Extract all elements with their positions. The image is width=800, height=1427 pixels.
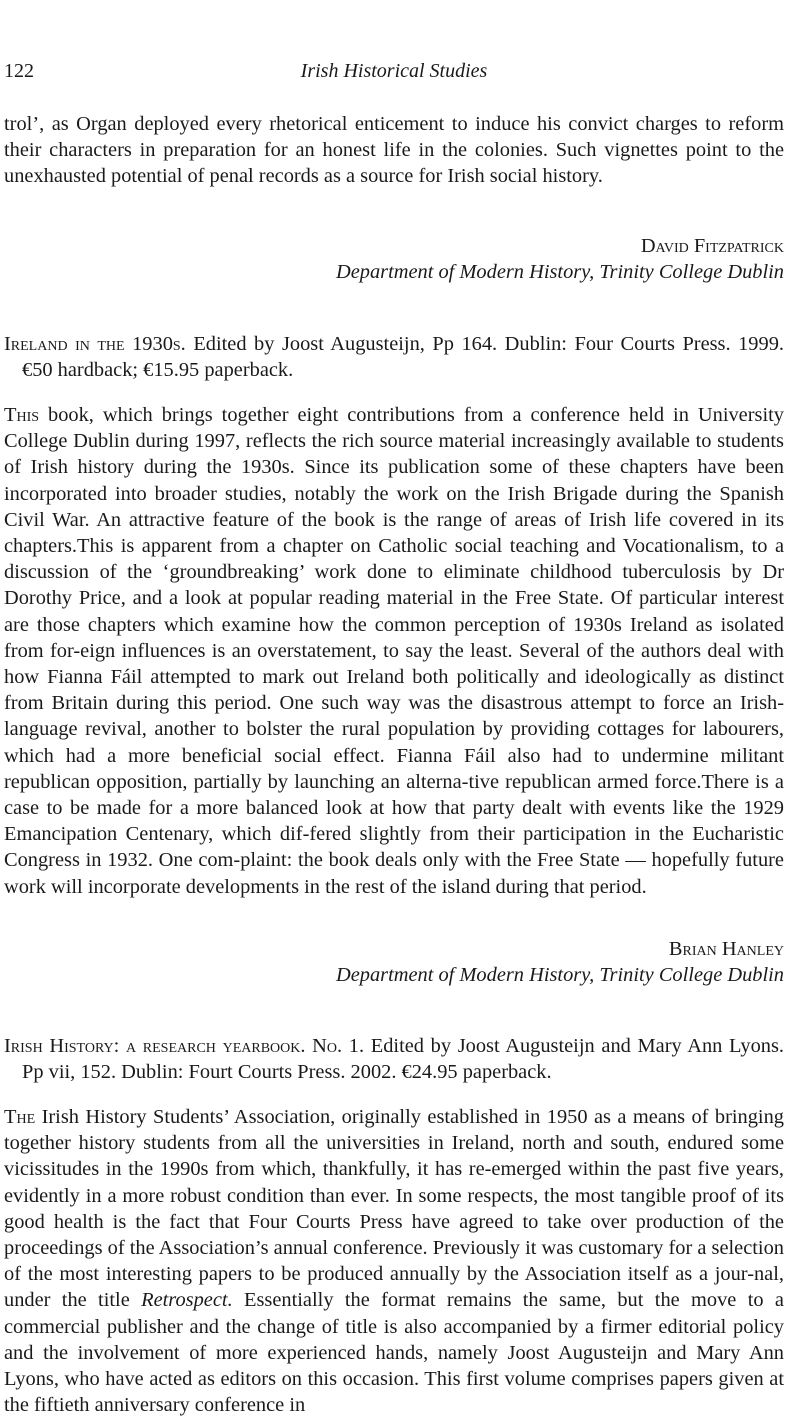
review3-body [4,1104,784,1418]
retrospect-title: Retrospect. [141,1289,233,1312]
review3-lead-word: The [4,1106,36,1128]
review2-body [4,402,784,900]
review2-body-text: book, which brings together eight contributions from a conference held in University College Dublin during 1997, reflects the rich source material increasingly available to students of Irish history during the 1930s. Since its publication some of these chapters have been incorporated into broader studies, notably the work on the Irish Brigade during the Spanish Civil War. An attractive feature of the book is the range of areas of Irish life covered in its chapters.This is apparent from a chapter on Catholic social teaching and Vocationalism, to a discussion of the ‘groundbreaking’ work done to eliminate childhood tuberculosis by Dr Dorothy Price, and a look at popular reading material in the Free State. Of particular interest are those chapters which examine how the common perception of 1930s Ireland as isolated from for-eign influences is an overstatement, to say the least. Several of the authors deal with how Fianna Fáil attempted to mark out Ireland both politically and ideologically as distinct from Britain during this period. One such way was the disastrous attempt to force an Irish-language revival, another to bolster the rural population by providing cottages for labourers, which had a more beneficial social effect. Fianna Fáil also had to undermine militant republican opposition, partially by launching an alterna-tive republican armed force.There is a case to be made for a more balanced look at how that party dealt with events like the 1929 Emancipation Centenary, which dif-fered slightly from their participation in the Eucharistic Congress in 1932. One com-plaint: the book deals only with the Free State — hopefully future work will incorporate developments in the rest of the island during that period. [4,404,784,898]
review2-signature [24,936,784,988]
review2-author: Brian Hanley [668,938,784,960]
review2-heading [4,331,784,383]
review1-signature [24,233,784,285]
journal-title: Irish Historical Studies [300,60,488,82]
review1-affiliation: Department of Modern History, Trinity College Dublin [335,261,784,283]
review3-heading [4,1033,784,1085]
review2-affiliation: Department of Modern History, Trinity College Dublin [335,964,784,986]
running-head [4,56,784,86]
review1-closing-paragraph: trol’, as Organ deployed every rhetorical enticement to induce his convict charges to reform their characters in preparation for an honest life in the colonies. Such vignettes point to the unexhausted potential of penal records as a source for Irish social history. [4,113,784,188]
review3-details: Edited by Joost Augusteijn and Mary Ann Lyons. Pp vii, 152. Dublin: Fourt Courts Press. 2002. €24.95 paperback. [22,1035,784,1083]
review3-body-text-2: Essentially the format remains the same, but the move to a commercial publisher and the change of title is also accompanied by a firmer editorial policy and the involvement of more experienced hands, namely Joost Augusteijn and Mary Ann Lyons, who have acted as editors on this occasion. This first volume comprises papers given at the fiftieth anniversary conference in [4,1289,784,1417]
review2-details: Edited by Joost Augusteijn, Pp 164. Dublin: Four Courts Press. 1999. €50 hardback; €15.95 paperback. [22,333,784,381]
review3-body-text-1: Irish History Students’ Association, originally established in 1950 as a means of bringing together history students from all the universities in Ireland, north and south, endured some vicissitudes in the 1990s from which, thankfully, it has re-emerged within the past five years, evidently in a more robust condition than ever. In some respects, the most tangible proof of its good health is the fact that Four Courts Press have agreed to take over production of the proceedings of the Association’s annual conference. Previously it was customary for a selection of the most interesting papers to be produced annually by the Association itself as a jour-nal, under the title [4,1106,784,1312]
page-number: 122 [4,60,34,82]
review2-title: Ireland in the 1930s. [4,333,186,355]
review3-title: Irish History: a research yearbook. No. 1. [4,1035,365,1057]
review2-lead-word: This [4,404,40,426]
review1-author: David Fitzpatrick [640,235,784,257]
